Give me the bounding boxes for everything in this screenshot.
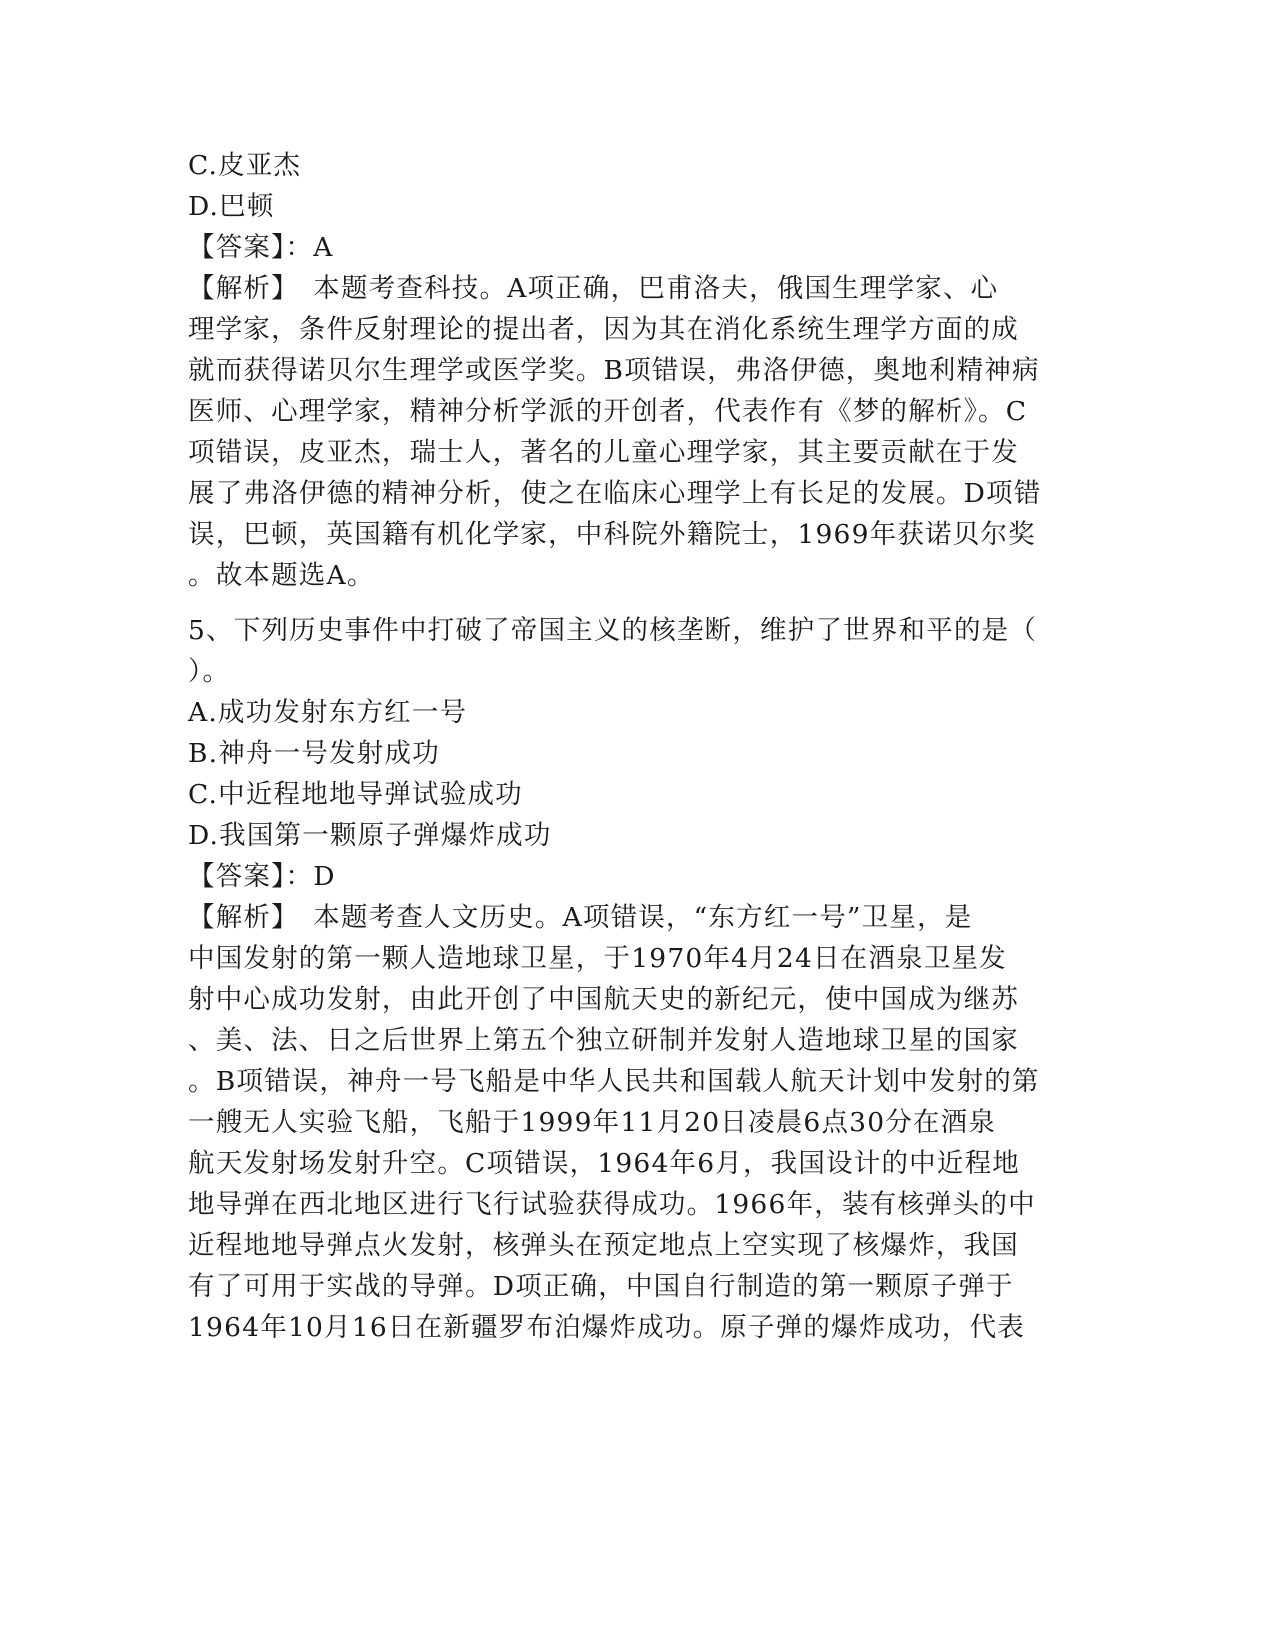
q5-stem (188, 610, 1088, 692)
q5-option-c: C.中近程地地导弹试验成功 (188, 779, 523, 810)
q5-analysis-line: 1964年10月16日在新疆罗布泊爆炸成功。原子弹的爆炸成功，代表 (188, 1312, 1025, 1343)
q5-analysis-line: 、美、法、日之后世界上第五个独立研制并发射人造地球卫星的国家 (188, 1025, 1019, 1056)
q5-analysis-line: 近程地地导弹点火发射，核弹头在预定地点上空实现了核爆炸，我国 (188, 1230, 1019, 1261)
q5-stem-line: ）。 (188, 656, 231, 687)
q4-analysis-line: 误，巴顿，英国籍有机化学家，中科院外籍院士，1969年获诺贝尔奖 (188, 519, 1036, 550)
q5-analysis-line: 地导弹在西北地区进行飞行试验获得成功。1966年，装有核弹头的中 (188, 1189, 1036, 1220)
q5-analysis-line: 航天发射场发射升空。C项错误，1964年6月，我国设计的中近程地 (188, 1148, 1020, 1179)
q5-option-a: A.成功发射东方红一号 (188, 697, 468, 728)
q4-analysis-line: 项错误，皮亚杰，瑞士人，著名的儿童心理学家，其主要贡献在于发 (188, 437, 1019, 468)
q4-option-d: D.巴顿 (188, 191, 275, 222)
q5-analysis-line: 有了可用于实战的导弹。D项正确，中国自行制造的第一颗原子弹于 (188, 1271, 1014, 1302)
q5-analysis (188, 897, 1088, 1348)
q5-option-d: D.我国第一颗原子弹爆炸成功 (188, 820, 552, 851)
q4-analysis-line: 【解析】 本题考查科技。A项正确，巴甫洛夫，俄国生理学家、心 (188, 273, 999, 304)
q4-analysis (188, 268, 1088, 596)
q5-option-b: B.神舟一号发射成功 (188, 738, 440, 769)
q4-analysis-line: 医师、心理学家，精神分析学派的开创者，代表作有《梦的解析》。C (188, 396, 1028, 427)
document-body (188, 145, 1088, 1348)
q5-stem-line: 5、下列历史事件中打破了帝国主义的核垄断，维护了世界和平的是（ (188, 615, 1038, 646)
q5-analysis-line: 【解析】 本题考查人文历史。A项错误，“东方红一号”卫星，是 (188, 902, 973, 933)
q5-analysis-line: 。B项错误，神舟一号飞船是中华人民共和国载人航天计划中发射的第 (188, 1066, 1040, 1097)
question-spacer (188, 596, 1088, 610)
q5-answer: 【答案】：D (188, 861, 336, 892)
q5-analysis-line: 中国发射的第一颗人造地球卫星，于1970年4月24日在酒泉卫星发 (188, 943, 1007, 974)
q4-analysis-line: 就而获得诺贝尔生理学或医学奖。B项错误，弗洛伊德，奥地利精神病 (188, 355, 1040, 386)
q5-analysis-line: 一艘无人实验飞船，飞船于1999年11月20日凌晨6点30分在酒泉 (188, 1107, 997, 1138)
q4-answer: 【答案】：A (188, 232, 334, 263)
q4-analysis-line: 展了弗洛伊德的精神分析，使之在临床心理学上有长足的发展。D项错 (188, 478, 1042, 509)
q5-analysis-line: 射中心成功发射，由此开创了中国航天史的新纪元，使中国成为继苏 (188, 984, 1019, 1015)
q4-analysis-line: 理学家，条件反射理论的提出者，因为其在消化系统生理学方面的成 (188, 314, 1019, 345)
q4-analysis-line: 。故本题选A。 (188, 560, 375, 591)
q4-option-c: C.皮亚杰 (188, 150, 302, 181)
